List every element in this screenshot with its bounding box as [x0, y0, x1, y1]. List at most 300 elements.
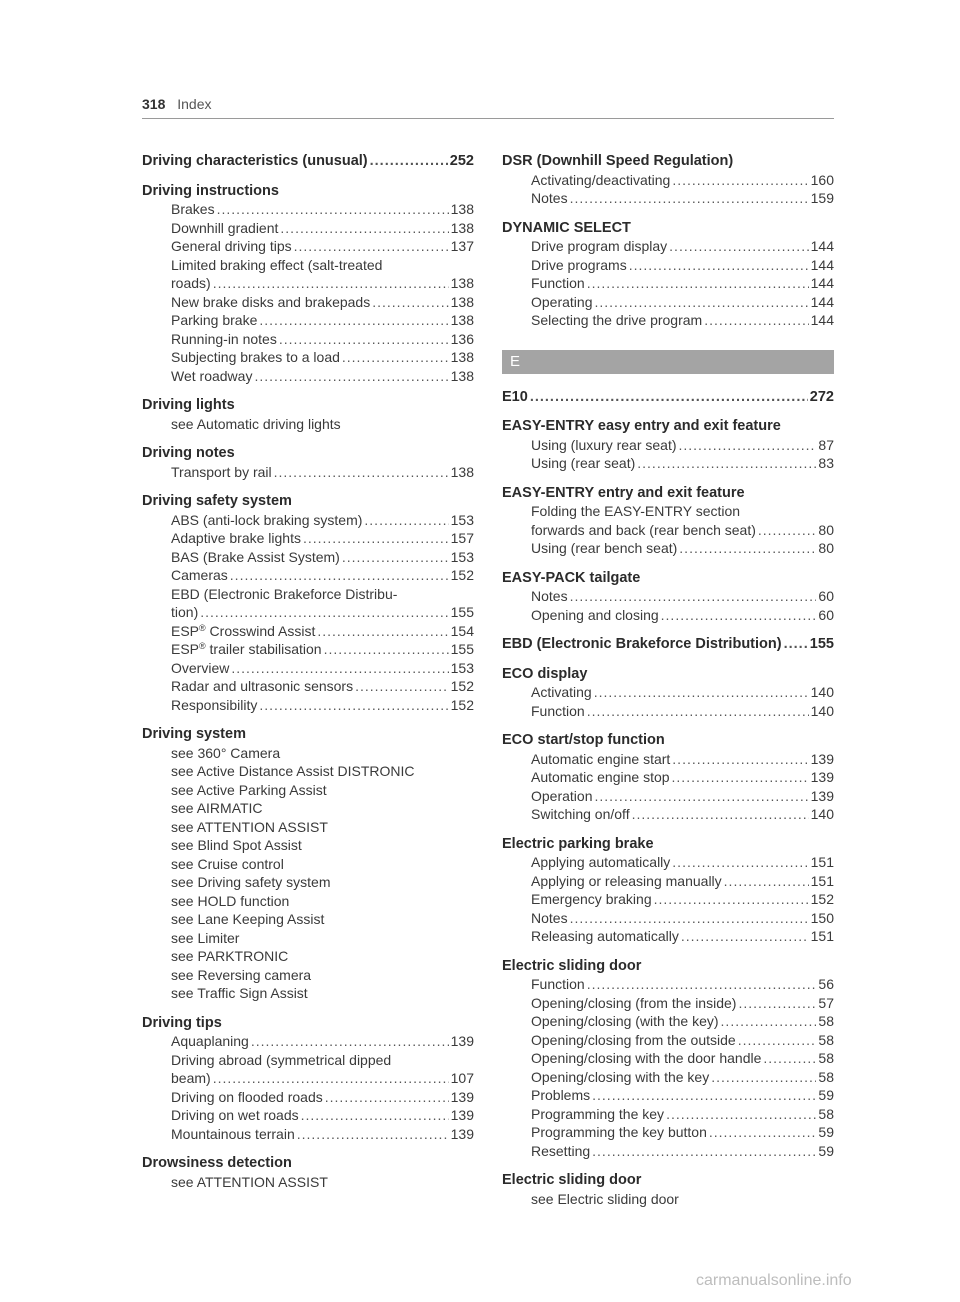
index-subentry-label: see Active Distance Assist DISTRONIC — [171, 763, 415, 779]
index-subentry-label: Using (luxury rear seat) — [531, 436, 677, 453]
registered-mark: ® — [199, 641, 206, 651]
index-subentry — [142, 873, 474, 892]
index-heading — [502, 835, 834, 854]
entry-gap — [502, 473, 834, 484]
index-subentry — [502, 890, 834, 909]
index-heading — [142, 396, 474, 415]
index-subentry — [502, 927, 834, 946]
index-subentry — [142, 1173, 474, 1192]
page-ref: 56 — [818, 976, 834, 992]
entry-gap — [502, 946, 834, 957]
leader-dots — [724, 872, 809, 891]
leader-dots — [587, 274, 809, 293]
entry-gap — [142, 385, 474, 396]
index-subentry — [142, 237, 474, 256]
index-group-e — [502, 388, 834, 1209]
index-subentry — [502, 975, 834, 994]
leader-dots — [342, 348, 449, 367]
leader-dots — [213, 1069, 449, 1088]
leader-dots — [679, 436, 817, 455]
index-subentry-label: Problems — [531, 1087, 591, 1103]
index-subentry-label: forwards and back (rear bench seat) — [531, 521, 756, 538]
index-entry — [142, 152, 474, 171]
leader-dots — [758, 521, 817, 540]
page-ref: 60 — [818, 606, 834, 623]
entry-gap — [502, 824, 834, 835]
page-ref: 60 — [818, 588, 834, 604]
entry-gap — [502, 208, 834, 219]
index-subentry-label: Running-in notes — [171, 330, 277, 347]
index-subentry — [142, 966, 474, 985]
index-subentry — [502, 521, 834, 540]
leader-dots — [570, 587, 817, 606]
index-subentry-label: see Reversing camera — [171, 966, 312, 983]
leader-dots — [317, 622, 448, 641]
leader-dots — [661, 606, 817, 625]
index-heading-label: EASY-ENTRY entry and exit feature — [502, 484, 745, 501]
page-ref: 272 — [809, 388, 834, 405]
page-ref: 83 — [818, 455, 834, 471]
leader-dots — [274, 463, 449, 482]
page-ref: 80 — [818, 521, 834, 538]
index-subentry — [142, 622, 474, 641]
index-subentry-label: see Driving safety system — [171, 874, 331, 890]
index-subentry — [502, 1031, 834, 1050]
index-entry — [502, 388, 834, 407]
page-ref: 138 — [450, 201, 474, 217]
page-ref: 139 — [450, 1033, 474, 1049]
index-subentry — [502, 587, 834, 606]
page-ref: 151 — [810, 928, 834, 944]
index-heading — [502, 957, 834, 976]
page-ref: 139 — [810, 787, 834, 804]
entry-gap — [502, 654, 834, 665]
index-subentry-label: Applying or releasing manually — [531, 872, 722, 889]
page-ref: 152 — [450, 567, 474, 583]
index-subentry-label: Notes — [531, 909, 568, 926]
index-heading-label: EASY-ENTRY easy entry and exit feature — [502, 418, 781, 434]
leader-dots — [672, 853, 808, 872]
index-heading — [142, 492, 474, 511]
index-entry — [142, 481, 474, 714]
page-ref: 58 — [818, 1031, 834, 1048]
index-subentry-label: see Automatic driving lights — [171, 415, 341, 432]
leader-dots — [200, 603, 448, 622]
index-subentry-label: Downhill gradient — [171, 219, 279, 236]
leader-dots — [679, 539, 816, 558]
index-subentry — [142, 799, 474, 818]
page-ref: 59 — [818, 1087, 834, 1103]
leader-dots — [709, 1123, 817, 1142]
section-letter: E — [510, 352, 521, 370]
page-ref: 58 — [818, 1068, 834, 1085]
index-heading — [142, 182, 474, 201]
index-subentry-label: Aquaplaning — [171, 1033, 249, 1049]
leader-dots — [672, 768, 809, 787]
leader-dots — [711, 1068, 816, 1087]
leader-dots — [587, 975, 817, 994]
index-subentry — [142, 781, 474, 800]
page-number: 318 — [142, 96, 166, 112]
leader-dots — [301, 1106, 449, 1125]
page-ref: 151 — [810, 854, 834, 870]
entry-gap — [502, 406, 834, 417]
page-ref: 57 — [818, 994, 834, 1011]
page-ref: 107 — [450, 1070, 474, 1086]
index-subentry — [142, 929, 474, 948]
index-subentry — [502, 853, 834, 872]
page-ref: 152 — [450, 678, 474, 694]
leader-dots — [587, 702, 809, 721]
index-subentry-label: BAS (Brake Assist System) — [171, 548, 340, 565]
index-subentry-label: Switching on/off — [531, 806, 630, 822]
page-ref: 138 — [450, 293, 474, 310]
index-subentry — [502, 454, 834, 473]
index-entry — [142, 433, 474, 481]
leader-dots — [637, 454, 816, 473]
index-subentry-label: see Electric sliding door — [531, 1190, 679, 1207]
index-subentry-label: Function — [531, 976, 585, 992]
index-heading — [502, 1171, 834, 1190]
page-ref: 155 — [450, 641, 474, 657]
leader-dots — [230, 566, 449, 585]
index-subentry-label: Subjecting brakes to a load — [171, 349, 340, 365]
index-subentry-line: Limited braking effect (salt-treated — [171, 256, 383, 273]
index-subentry — [142, 219, 474, 238]
index-subentry-label: Opening/closing from the outside — [531, 1031, 736, 1048]
index-subentry-label: Using (rear bench seat) — [531, 540, 678, 556]
index-subentry — [142, 892, 474, 911]
index-heading — [502, 417, 834, 436]
index-subentry-label: Applying automatically — [531, 854, 671, 870]
page-ref: 138 — [450, 367, 474, 384]
leader-dots — [672, 750, 808, 769]
leader-dots — [217, 200, 449, 219]
index-subentry — [502, 768, 834, 787]
index-subentry — [502, 539, 834, 558]
index-subentry-label: see ATTENTION ASSIST — [171, 818, 328, 835]
page-ref: 80 — [818, 540, 834, 556]
index-heading-label: ECO display — [502, 665, 588, 682]
leader-dots — [672, 171, 808, 190]
index-heading — [502, 569, 834, 588]
page-ref: 152 — [810, 891, 834, 907]
index-subentry-label: see Blind Spot Assist — [171, 837, 302, 853]
entry-gap — [142, 481, 474, 492]
index-subentry-label: Brakes — [171, 201, 215, 217]
index-subentry — [502, 256, 834, 275]
page-ref: 155 — [809, 636, 834, 652]
index-entry — [502, 558, 834, 625]
index-subentry-label: tion) — [171, 604, 199, 620]
index-subentry-label: Releasing automatically — [531, 928, 679, 944]
index-column-right — [502, 152, 834, 1208]
index-subentry — [502, 1142, 834, 1161]
index-heading-label: Driving system — [142, 726, 246, 742]
index-subentry — [142, 415, 474, 434]
leader-dots — [629, 256, 809, 275]
index-subentry-line: Folding the EASY-ENTRY section — [531, 503, 741, 519]
page-title: Index — [177, 96, 212, 112]
leader-dots — [681, 927, 809, 946]
index-subentry — [502, 171, 834, 190]
index-subentry — [502, 683, 834, 702]
index-heading-label: Driving lights — [142, 397, 235, 413]
page-ref: 152 — [450, 696, 474, 713]
leader-dots — [325, 1088, 449, 1107]
index-subentry-label: Drive programs — [531, 256, 627, 273]
index-subentry — [142, 836, 474, 855]
leader-dots — [592, 1086, 816, 1105]
entry-gap — [502, 1160, 834, 1171]
index-subentry — [142, 1088, 474, 1107]
index-heading — [502, 388, 834, 407]
leader-dots — [231, 659, 448, 678]
page-ref: 144 — [810, 275, 834, 291]
entry-gap — [142, 1143, 474, 1154]
leader-dots — [704, 311, 808, 330]
index-subentry — [502, 606, 834, 625]
index-subentry-line: Driving abroad (symmetrical dipped — [171, 1051, 392, 1068]
index-subentry-label: Activating — [531, 684, 592, 700]
leader-dots — [324, 640, 449, 659]
index-entry — [502, 720, 834, 824]
index-subentry-label: see Limiter — [171, 929, 240, 946]
index-subentry — [142, 640, 474, 659]
index-subentry — [142, 910, 474, 929]
entry-gap — [142, 1003, 474, 1014]
index-subentry — [502, 805, 834, 824]
index-entry — [142, 1143, 474, 1191]
index-subentry-label: Responsibility — [171, 696, 258, 713]
page-ref: 160 — [810, 171, 834, 188]
index-subentry-label: see Active Parking Assist — [171, 781, 327, 798]
index-subentry — [142, 744, 474, 763]
index-subentry — [142, 947, 474, 966]
index-subentry — [502, 1012, 834, 1031]
leader-dots — [738, 1031, 817, 1050]
index-entry — [502, 406, 834, 473]
entry-gap — [142, 171, 474, 182]
index-subentry — [142, 1069, 474, 1088]
index-heading — [502, 665, 834, 684]
index-subentry — [142, 696, 474, 715]
page-header — [142, 96, 834, 119]
index-subentry — [142, 677, 474, 696]
leader-dots — [294, 237, 449, 256]
index-subentry — [142, 984, 474, 1003]
index-subentry-label: ABS (anti-lock braking system) — [171, 511, 363, 528]
index-heading-label: DSR (Downhill Speed Regulation) — [502, 153, 734, 169]
page-ref: 144 — [810, 256, 834, 273]
index-heading-label: E10 — [502, 388, 528, 405]
leader-dots — [251, 1032, 449, 1051]
index-subentry — [502, 872, 834, 891]
leader-dots — [738, 994, 816, 1013]
index-heading-label: Driving safety system — [142, 493, 292, 509]
index-subentry-label: Parking brake — [171, 312, 258, 328]
index-subentry-label: Using (rear seat) — [531, 455, 636, 471]
index-subentry — [502, 293, 834, 312]
leader-dots — [342, 548, 449, 567]
index-entry — [502, 152, 834, 208]
index-subentry — [502, 1123, 834, 1142]
index-subentry-label: see PARKTRONIC — [171, 948, 289, 964]
index-entry — [142, 1003, 474, 1144]
index-heading-label: ECO start/stop function — [502, 732, 665, 748]
page-ref: 58 — [818, 1105, 834, 1122]
index-subentry — [142, 529, 474, 548]
index-subentry — [142, 818, 474, 837]
entry-gap — [502, 558, 834, 569]
leader-dots — [632, 805, 809, 824]
index-subentry — [502, 1068, 834, 1087]
leader-dots — [669, 237, 808, 256]
page-ref: 136 — [450, 330, 474, 347]
page-ref: 140 — [810, 702, 834, 719]
index-heading-label: EBD (Electronic Brakeforce Distribution) — [502, 636, 782, 652]
leader-dots — [784, 635, 808, 654]
index-subentry — [502, 436, 834, 455]
index-subentry — [142, 603, 474, 622]
index-subentry-label: roads) — [171, 275, 211, 291]
index-subentry-label: Notes — [531, 190, 568, 206]
page-ref: 144 — [810, 293, 834, 310]
index-subentry-label: Opening/closing (from the inside) — [531, 994, 737, 1011]
index-heading-label: Electric sliding door — [502, 957, 642, 974]
index-subentry-label: Mountainous terrain — [171, 1125, 295, 1142]
index-subentry-label: Opening and closing — [531, 606, 659, 623]
index-entry — [502, 473, 834, 558]
index-heading-label: Driving tips — [142, 1014, 222, 1031]
index-entry — [142, 714, 474, 1003]
index-subentry-label: beam) — [171, 1070, 211, 1086]
index-subentry-label: Opening/closing with the door handle — [531, 1050, 762, 1066]
index-heading-label: Driving notes — [142, 445, 235, 461]
index-subentry — [502, 1105, 834, 1124]
page-ref: 139 — [450, 1088, 474, 1105]
leader-dots — [594, 293, 808, 312]
leader-dots — [303, 529, 449, 548]
index-subentry-label: Driving on wet roads — [171, 1107, 299, 1123]
index-subentry — [502, 787, 834, 806]
index-subentry-label: Programming the key — [531, 1105, 665, 1122]
index-subentry — [502, 274, 834, 293]
page-ref: 138 — [450, 312, 474, 328]
index-subentry-label: Resetting — [531, 1142, 591, 1159]
leader-dots — [259, 311, 448, 330]
index-entry — [502, 624, 834, 654]
page-ref: 139 — [810, 769, 834, 785]
page-ref: 159 — [810, 190, 834, 206]
index-subentry-label: Drive program display — [531, 238, 668, 254]
leader-dots — [259, 696, 448, 715]
index-subentry — [142, 566, 474, 585]
registered-mark: ® — [199, 622, 206, 633]
index-subentry-label: Function — [531, 275, 585, 291]
index-subentry-label: Driving on flooded roads — [171, 1088, 323, 1105]
page-ref: 154 — [450, 622, 474, 639]
index-subentry-label: ESP® Crosswind Assist — [171, 622, 316, 639]
page-ref: 138 — [450, 275, 474, 291]
leader-dots — [372, 293, 448, 312]
index-subentry — [142, 762, 474, 781]
index-subentry-label: Radar and ultrasonic sensors — [171, 678, 354, 694]
entry-gap — [502, 720, 834, 731]
page-ref: 153 — [450, 548, 474, 565]
index-subentry-label: Notes — [531, 588, 568, 604]
index-subentry — [142, 548, 474, 567]
index-heading — [142, 152, 474, 171]
index-entry — [142, 171, 474, 386]
index-subentry — [502, 189, 834, 208]
page-ref: 138 — [450, 219, 474, 236]
index-subentry — [142, 659, 474, 678]
leader-dots — [594, 787, 808, 806]
leader-dots — [364, 511, 448, 530]
index-heading-label: Driving characteristics (unusual) — [142, 153, 368, 169]
leader-dots — [570, 189, 809, 208]
index-entry — [502, 946, 834, 1161]
index-subentry — [142, 1106, 474, 1125]
leader-dots — [280, 219, 448, 238]
index-subentry-label: ESP® trailer stabilisation — [171, 641, 322, 657]
leader-dots — [654, 890, 809, 909]
index-heading — [142, 1154, 474, 1173]
index-heading — [502, 731, 834, 750]
index-entry — [502, 1160, 834, 1208]
index-subentry — [142, 200, 474, 219]
entry-gap — [502, 624, 834, 635]
index-subentry-label: Opening/closing (with the key) — [531, 1013, 719, 1029]
page-ref: 140 — [810, 806, 834, 822]
page-ref: 144 — [810, 312, 834, 328]
index-subentry-line: EBD (Electronic Brakeforce Distribu- — [171, 585, 398, 602]
leader-dots — [666, 1105, 816, 1124]
index-subentry-label: Activating/deactivating — [531, 171, 671, 188]
leader-dots — [763, 1049, 816, 1068]
leader-dots — [721, 1012, 817, 1031]
page-ref: 58 — [818, 1050, 834, 1066]
index-subentry-label: see Traffic Sign Assist — [171, 985, 308, 1001]
leader-dots — [297, 1125, 449, 1144]
index-subentry-label: New brake disks and brakepads — [171, 293, 371, 310]
page-ref: 153 — [450, 659, 474, 676]
index-subentry — [502, 909, 834, 928]
index-subentry-label: see Lane Keeping Assist — [171, 911, 325, 927]
leader-dots — [213, 274, 449, 293]
index-heading — [502, 219, 834, 238]
entry-gap — [142, 714, 474, 725]
index-subentry — [142, 1032, 474, 1051]
index-heading-label: Driving instructions — [142, 182, 279, 199]
leader-dots — [370, 152, 448, 171]
index-entry — [502, 824, 834, 946]
leader-dots — [570, 909, 809, 928]
index-subentry-label: Automatic engine start — [531, 750, 671, 767]
page-ref: 58 — [818, 1013, 834, 1029]
index-subentry — [502, 1086, 834, 1105]
index-subentry — [142, 293, 474, 312]
index-subentry — [142, 367, 474, 386]
index-column-left — [142, 152, 474, 1191]
index-heading-label: EASY-PACK tailgate — [502, 569, 641, 586]
index-heading-label: Electric sliding door — [502, 1172, 642, 1188]
index-subentry-label: see ATTENTION ASSIST — [171, 1173, 328, 1190]
page-ref: 137 — [450, 238, 474, 254]
index-heading — [502, 484, 834, 503]
index-subentry — [142, 311, 474, 330]
